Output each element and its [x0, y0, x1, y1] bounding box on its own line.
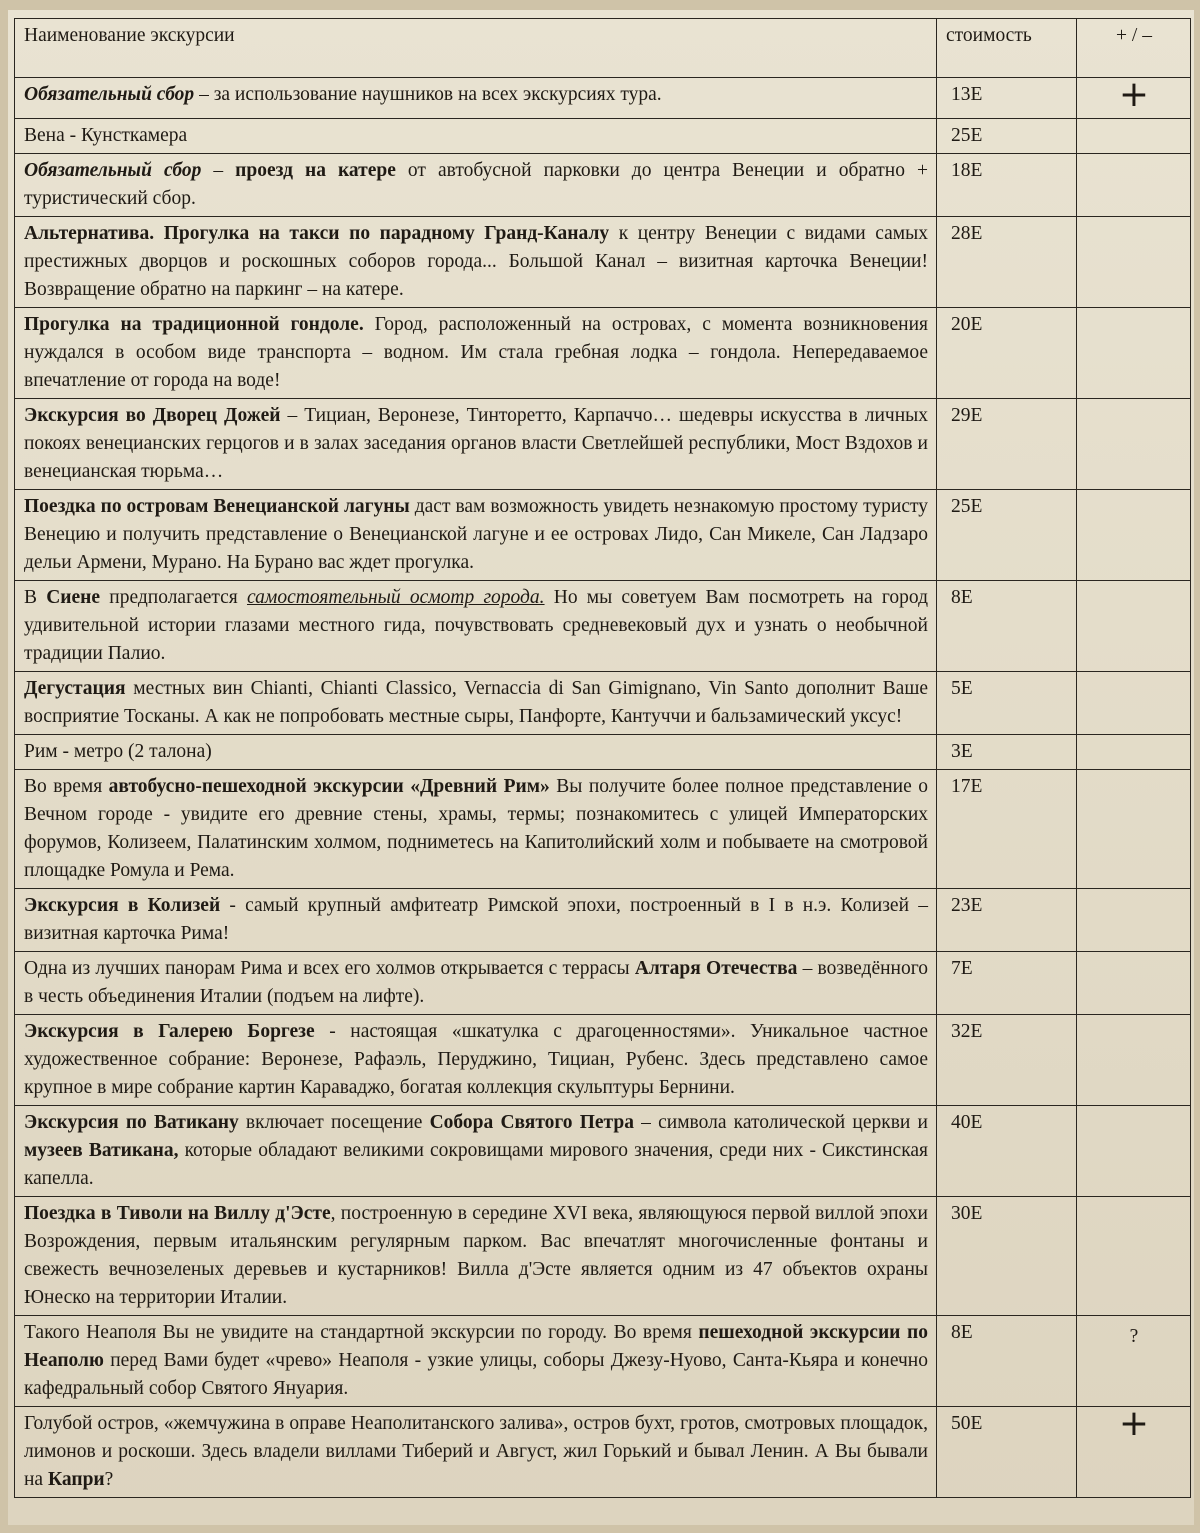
excursion-mark[interactable] — [1077, 217, 1191, 308]
table-row — [15, 889, 1191, 952]
excursion-price: 29Е — [937, 399, 1077, 490]
description-text: Поездка в Тиволи на Виллу д'Эсте — [24, 1203, 331, 1224]
excursion-description — [15, 672, 937, 735]
description-text: - самый крупный амфитеатр Римской эпохи, построенный в I в н.э. Колизей – визитная карточка Рима! — [24, 895, 929, 944]
excursion-description — [15, 78, 937, 119]
description-text: Но мы советуем Вам посмотреть на город удивительной истории глазами местного гида, почувствовать средневековый дух и узнать о необычной традиции Палио. — [24, 587, 929, 664]
description-text: Вы получите более полное представление о Вечном городе - увидите его древние стены, храмы, термы; познакомитесь с улицей Императорских форумов, Колизеем, Палатинским холмом, подниметесь на Капитолийский холм и побываете на смотровой площадке Ромула и Рема. — [24, 776, 928, 881]
description-text: Экскурсия во Дворец Дожей — [24, 405, 281, 426]
excursion-price: 7Е — [937, 952, 1077, 1015]
table-row — [15, 1106, 1191, 1197]
excursion-mark[interactable] — [1077, 889, 1191, 952]
excursion-price: 32Е — [937, 1015, 1077, 1106]
excursion-price: 50Е — [937, 1407, 1077, 1498]
excursion-mark[interactable] — [1077, 1197, 1191, 1316]
description-text: Город, расположенный на островах, с момента возникновения нуждался в особом виде транспорта – водном. Им стала гребная лодка – гондола. Непередаваемое впечатление от города на воде! — [24, 314, 928, 391]
table-row — [15, 952, 1191, 1015]
description-text: самостоятельный осмотр города. — [246, 587, 545, 608]
description-text: даст вам возможность увидеть незнакомую простому туристу Венецию и получить представление о Венецианской лагуне и ее островах Лидо, Сан Микеле, Сан Ладзаро дельи Армени, Мурано. На Бурано вас ждет прогулка. — [24, 496, 928, 573]
description-text: – Тициан, Веронезе, Тинторетто, Карпаччо… шедевры искусства в личных покоях венецианских герцогов и в залах заседания органов власти Светлейшей республики, Мост Вздохов и венецианская тюрьма… — [24, 405, 928, 482]
description-text: Дегустация — [24, 678, 126, 699]
excursion-description — [15, 735, 937, 770]
description-text: к центру Венеции с видами самых престижных дворцов и роскошных соборов города... Большой Канал – визитная карточка Венеции! Возвращение обратно на паркинг – на катере. — [24, 223, 928, 300]
description-text: Обязательный сбор — [24, 84, 195, 105]
excursion-description — [15, 217, 937, 308]
description-text: - настоящая «шкатулка с драгоценностями». Уникальное частное художественное собрание: Веронезе, Рафаэль, Перуджино, Тициан, Рубенс. Здесь представлено самое крупное в мире собрание картин Караваджо, богатая коллекция скульптуры Бернини. — [24, 1021, 928, 1098]
excursion-mark[interactable] — [1077, 735, 1191, 770]
description-text: Капри — [47, 1469, 105, 1490]
description-text: Альтернатива. — [24, 223, 155, 244]
handwritten-mark: ? — [1129, 1326, 1139, 1347]
excursion-description — [15, 1106, 937, 1197]
excursion-description — [15, 399, 937, 490]
table-row — [15, 399, 1191, 490]
excursion-mark[interactable] — [1077, 74, 1191, 119]
excursion-mark[interactable] — [1077, 1403, 1191, 1498]
excursion-description — [15, 581, 937, 672]
description-text: Прогулка на такси по парадному Гранд-Каналу — [163, 223, 610, 244]
table-row — [15, 1197, 1191, 1316]
table-row — [15, 119, 1191, 154]
excursion-mark[interactable] — [1077, 399, 1191, 490]
excursion-price: 8Е — [937, 581, 1077, 672]
excursion-description — [15, 1407, 937, 1498]
table-row — [15, 581, 1191, 672]
table-header-row — [15, 19, 1191, 78]
description-text: – символа католической церкви и — [633, 1112, 928, 1133]
description-text: предполагается — [100, 587, 247, 608]
excursion-description — [15, 1015, 937, 1106]
excursion-mark[interactable] — [1077, 308, 1191, 399]
excursion-mark[interactable] — [1077, 581, 1191, 672]
description-text: Голубой остров, «жемчужина в оправе Неаполитанского залива», остров бухт, гротов, смотровых площадок, лимонов и роскоши. Здесь владели виллами Тиберий и Август, жил Горький и бывал Ленин. А Вы бывали на — [24, 1413, 928, 1490]
excursion-mark[interactable] — [1077, 119, 1191, 154]
table-body — [15, 74, 1191, 1498]
handwritten-plus-mark: + — [1118, 1403, 1150, 1444]
excursion-mark[interactable] — [1077, 952, 1191, 1015]
table-row — [15, 1316, 1191, 1407]
excursion-mark[interactable] — [1077, 154, 1191, 217]
excursion-mark[interactable] — [1077, 490, 1191, 581]
table-row — [15, 735, 1191, 770]
excursion-price: 18Е — [937, 154, 1077, 217]
excursion-price: 20Е — [937, 308, 1077, 399]
excursion-price: 28Е — [937, 217, 1077, 308]
excursion-price: 30Е — [937, 1197, 1077, 1316]
description-text: Вена - Кунсткамера — [24, 125, 188, 146]
table-row — [15, 1015, 1191, 1106]
description-text: Поездка по островам Венецианской лагуны — [24, 496, 410, 517]
table-row — [15, 490, 1191, 581]
excursion-description — [15, 490, 937, 581]
excursion-price: 25Е — [937, 490, 1077, 581]
table-row — [15, 308, 1191, 399]
description-text: , построенную в середине XVI века, являющуюся первой виллой эпохи Возрождения, первым итальянским регулярным парком. Вас впечатлят многочисленные фонтаны и свежесть вечнозеленых деревьев и кустарников! Вилла д'Эсте является одним из 47 объектов охраны Юнеско на территории Италии. — [24, 1203, 928, 1308]
description-text: перед Вами будет «чрево» Неаполя - узкие улицы, соборы Джезу-Нуово, Санта-Кьяра и конечно кафедральный собор Святого Януария. — [24, 1350, 928, 1399]
table-row — [15, 217, 1191, 308]
description-text: автобусно-пешеходной экскурсии «Древний Рим» — [108, 776, 550, 797]
description-text: Одна из лучших панорам Рима и всех его холмов открывается с террасы — [24, 958, 635, 979]
table-row — [15, 770, 1191, 889]
description-text — [154, 223, 164, 244]
description-text: – — [201, 160, 236, 181]
description-text: Во время — [24, 776, 109, 797]
excursion-price: 40Е — [937, 1106, 1077, 1197]
description-text: от автобусной парковки до центра Венеции и обратно + туристический сбор. — [24, 160, 929, 209]
excursion-price: 23Е — [937, 889, 1077, 952]
description-text: Такого Неаполя Вы не увидите на стандартной экскурсии по городу. Во время — [24, 1322, 699, 1343]
excursion-mark[interactable] — [1077, 1316, 1191, 1407]
table-row — [15, 154, 1191, 217]
excursion-price: 3Е — [937, 735, 1077, 770]
excursion-mark[interactable] — [1077, 1015, 1191, 1106]
excursion-mark[interactable] — [1077, 770, 1191, 889]
excursion-mark[interactable] — [1077, 1106, 1191, 1197]
excursion-description — [15, 119, 937, 154]
excursion-description — [15, 1316, 937, 1407]
excursion-mark[interactable] — [1077, 672, 1191, 735]
description-text: Сиене — [46, 587, 101, 608]
description-text: Прогулка на традиционной гондоле. — [24, 314, 364, 335]
description-text: Экскурсия в Колизей — [24, 895, 221, 916]
description-text: Алтаря Отечества — [634, 958, 798, 979]
excursion-price: 13Е — [937, 78, 1077, 119]
description-text: – возведённого в честь объединения Италии (подъем на лифте). — [24, 958, 928, 1007]
description-text: – за использование наушников на всех экскурсиях тура. — [194, 84, 662, 105]
excursion-description — [15, 1197, 937, 1316]
excursion-price: 17Е — [937, 770, 1077, 889]
excursion-price: 5Е — [937, 672, 1077, 735]
description-text: которые обладают великими сокровищами мирового значения, среди них - Сикстинская капелла. — [24, 1140, 928, 1189]
description-text: Обязательный сбор — [24, 160, 202, 181]
table-row — [15, 78, 1191, 119]
excursion-description — [15, 154, 937, 217]
description-text: ? — [104, 1469, 114, 1490]
table-row — [15, 672, 1191, 735]
description-text: включает посещение — [238, 1112, 430, 1133]
description-text: музеев Ватикана, — [24, 1140, 179, 1161]
table-row — [15, 1407, 1191, 1498]
excursion-price: 25Е — [937, 119, 1077, 154]
description-text: пешеходной экскурсии по Неаполю — [24, 1322, 928, 1371]
description-text: местных вин Chianti, Chianti Classico, Vernaccia di San Gimignano, Vin Santo дополнит Ваше восприятие Тосканы. А как не попробовать местные сыры, Панфорте, Кантуччи и бальзамический уксус! — [24, 678, 928, 727]
excursion-description — [15, 770, 937, 889]
header-price: стоимость — [937, 19, 1077, 78]
header-excursion-name: Наименование экскурсии — [15, 19, 937, 78]
excursion-description — [15, 889, 937, 952]
description-text: Собора Святого Петра — [429, 1112, 634, 1133]
description-text: проезд на катере — [235, 160, 396, 181]
header-mark: + / – — [1077, 19, 1191, 78]
description-text: Экскурсия в Галерею Боргезе — [24, 1021, 315, 1042]
handwritten-plus-mark: + — [1118, 74, 1150, 115]
description-text: В — [24, 587, 47, 608]
description-text: Экскурсия по Ватикану — [24, 1112, 239, 1133]
excursion-description — [15, 952, 937, 1015]
excursion-table — [14, 18, 1191, 1498]
excursion-price: 8Е — [937, 1316, 1077, 1407]
excursion-description — [15, 308, 937, 399]
description-text: Рим - метро (2 талона) — [24, 741, 212, 762]
